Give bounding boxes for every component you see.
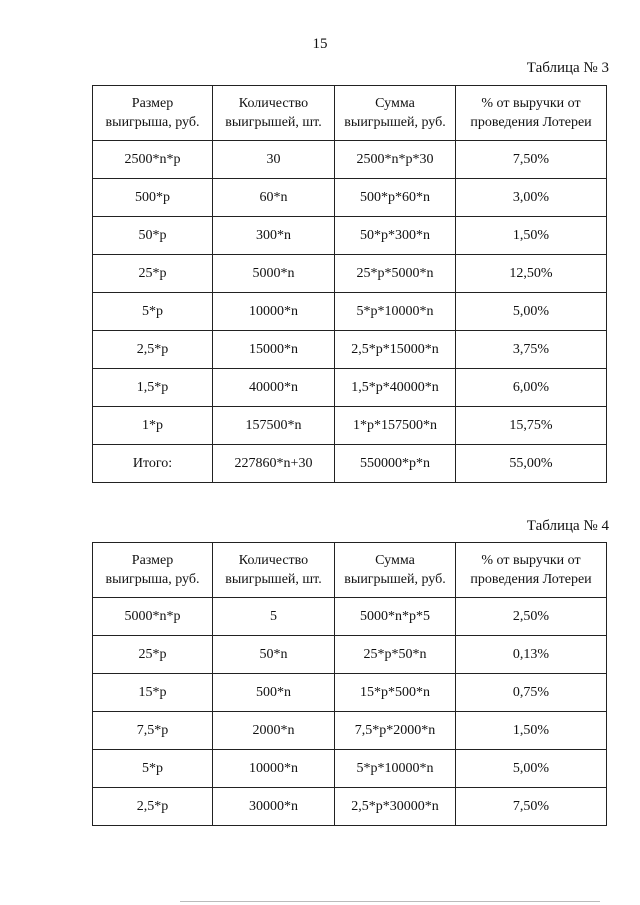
header-prize-count: Количество выигрышей, шт. — [213, 86, 335, 141]
cell-prize-count: 10000*n — [213, 293, 335, 331]
prize-table-4 — [92, 542, 607, 826]
table-3-caption: Таблица № 3 — [526, 60, 609, 76]
cell-prize-size: 5*p — [93, 293, 213, 331]
cell-total-sum: 550000*p*n — [335, 445, 456, 483]
cell-prize-count: 50*n — [213, 636, 335, 674]
cell-prize-count: 157500*n — [213, 407, 335, 445]
cell-prize-size: 25*p — [93, 255, 213, 293]
header-revenue-percent: % от выручки от проведения Лотереи — [456, 543, 607, 598]
cell-revenue-percent: 1,50% — [456, 217, 607, 255]
cell-prize-count: 5000*n — [213, 255, 335, 293]
cell-revenue-percent: 2,50% — [456, 598, 607, 636]
cell-prize-count: 30 — [213, 141, 335, 179]
cell-prize-size: 1*p — [93, 407, 213, 445]
cell-prize-count: 15000*n — [213, 331, 335, 369]
cell-prize-count: 2000*n — [213, 712, 335, 750]
cell-prize-count: 300*n — [213, 217, 335, 255]
cell-revenue-percent: 5,00% — [456, 750, 607, 788]
cell-revenue-percent: 0,13% — [456, 636, 607, 674]
cell-revenue-percent: 6,00% — [456, 369, 607, 407]
table-row — [93, 407, 607, 445]
cell-prize-size: 2,5*p — [93, 331, 213, 369]
table-4-caption: Таблица № 4 — [526, 518, 609, 534]
cell-prize-sum: 5*p*10000*n — [335, 750, 456, 788]
cell-revenue-percent: 3,75% — [456, 331, 607, 369]
cell-prize-size: 2500*n*p — [93, 141, 213, 179]
table-row — [93, 141, 607, 179]
table-header-row — [93, 543, 607, 598]
cell-prize-size: 7,5*p — [93, 712, 213, 750]
cell-total-percent: 55,00% — [456, 445, 607, 483]
cell-prize-count: 5 — [213, 598, 335, 636]
table-row — [93, 217, 607, 255]
header-revenue-percent: % от выручки от проведения Лотереи — [456, 86, 607, 141]
table-row — [93, 331, 607, 369]
table-row — [93, 636, 607, 674]
cell-revenue-percent: 15,75% — [456, 407, 607, 445]
header-prize-size: Размер выигрыша, руб. — [93, 86, 213, 141]
prize-table-3 — [92, 85, 607, 483]
table-row — [93, 788, 607, 826]
table-header-row — [93, 86, 607, 141]
cell-prize-size: 25*p — [93, 636, 213, 674]
table-row — [93, 674, 607, 712]
cell-prize-size: 5*p — [93, 750, 213, 788]
cell-prize-size: 500*p — [93, 179, 213, 217]
table-row — [93, 369, 607, 407]
cell-prize-sum: 1*p*157500*n — [335, 407, 456, 445]
cell-revenue-percent: 12,50% — [456, 255, 607, 293]
cell-prize-count: 500*n — [213, 674, 335, 712]
table-row — [93, 750, 607, 788]
cell-revenue-percent: 5,00% — [456, 293, 607, 331]
header-prize-size: Размер выигрыша, руб. — [93, 543, 213, 598]
cell-prize-count: 60*n — [213, 179, 335, 217]
cell-prize-sum: 5000*n*p*5 — [335, 598, 456, 636]
header-prize-count: Количество выигрышей, шт. — [213, 543, 335, 598]
cell-prize-size: 1,5*p — [93, 369, 213, 407]
table-row — [93, 179, 607, 217]
cell-prize-sum: 500*p*60*n — [335, 179, 456, 217]
cell-prize-sum: 50*p*300*n — [335, 217, 456, 255]
cell-prize-sum: 5*p*10000*n — [335, 293, 456, 331]
cell-prize-size: 15*p — [93, 674, 213, 712]
header-prize-sum: Сумма выигрышей, руб. — [335, 86, 456, 141]
cell-revenue-percent: 1,50% — [456, 712, 607, 750]
cell-prize-size: 50*p — [93, 217, 213, 255]
cell-prize-sum: 1,5*p*40000*n — [335, 369, 456, 407]
cell-prize-sum: 7,5*p*2000*n — [335, 712, 456, 750]
table-row — [93, 712, 607, 750]
cell-prize-sum: 2500*n*p*30 — [335, 141, 456, 179]
cell-prize-sum: 2,5*p*30000*n — [335, 788, 456, 826]
cell-prize-sum: 25*p*5000*n — [335, 255, 456, 293]
cell-prize-count: 40000*n — [213, 369, 335, 407]
cell-prize-sum: 15*p*500*n — [335, 674, 456, 712]
page-number: 15 — [312, 36, 328, 52]
scan-edge-line — [180, 901, 600, 902]
cell-prize-sum: 25*p*50*n — [335, 636, 456, 674]
table-row — [93, 598, 607, 636]
cell-prize-count: 30000*n — [213, 788, 335, 826]
cell-total-count: 227860*n+30 — [213, 445, 335, 483]
header-prize-sum: Сумма выигрышей, руб. — [335, 543, 456, 598]
table-row — [93, 255, 607, 293]
cell-revenue-percent: 3,00% — [456, 179, 607, 217]
table-row — [93, 293, 607, 331]
cell-prize-count: 10000*n — [213, 750, 335, 788]
cell-total-label: Итого: — [93, 445, 213, 483]
cell-prize-sum: 2,5*p*15000*n — [335, 331, 456, 369]
cell-revenue-percent: 0,75% — [456, 674, 607, 712]
cell-revenue-percent: 7,50% — [456, 788, 607, 826]
cell-revenue-percent: 7,50% — [456, 141, 607, 179]
cell-prize-size: 5000*n*p — [93, 598, 213, 636]
cell-prize-size: 2,5*p — [93, 788, 213, 826]
table-total-row — [93, 445, 607, 483]
